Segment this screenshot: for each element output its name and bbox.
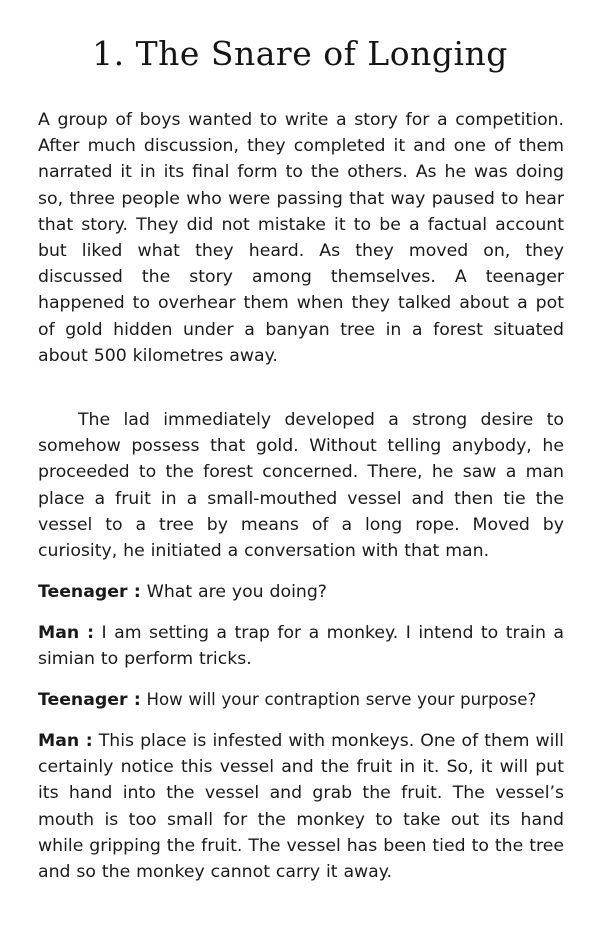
dialogue-line-1 <box>38 579 564 605</box>
speaker-label: Man : <box>38 731 93 751</box>
dialogue-line-3 <box>38 687 564 713</box>
dialogue-text: This place is infested with monkeys. One of them will certainly notice this vessel and the fruit in it. So, it will put its hand into the vessel and grab the fruit. The vessel’s mouth is too small for the monkey to take out its hand while gripping the fruit. The vessel has been tied to the tree and so the monkey cannot carry it away. <box>38 731 564 883</box>
dialogue-line-2 <box>38 620 564 672</box>
dialogue-text: What are you doing? <box>140 582 327 602</box>
dialogue-line-4 <box>38 728 564 885</box>
speaker-label: Man : <box>38 623 95 643</box>
paragraph-1: A group of boys wanted to write a story for a competition. After much discussion, they completed it and one of them narrated it in its final form to the others. As he was doing so, three people who were passing that way paused to hear that story. They did not mistake it to be a factual account but liked what they heard. As they moved on, they discussed the story among themselves. A teenager happened to overhear them when they talked about a pot of gold hidden under a banyan tree in a forest situated about 500 kilometres away. <box>38 110 564 366</box>
speaker-label: Teenager : <box>38 582 141 602</box>
paragraph-2: The lad immediately developed a strong desire to somehow possess that gold. Without telling anybody, he proceeded to the forest concerned. There, he saw a man place a fruit in a small-mouthed vessel and then tie the vessel to a tree by means of a long rope. Moved by curiosity, he initiated a conversation with that man. <box>38 410 564 562</box>
dialogue-text: How will your contraption serve your purpose? <box>140 690 537 709</box>
speaker-label: Teenager : <box>38 690 141 710</box>
chapter-title: 1. The Snare of Longing <box>92 34 508 73</box>
dialogue-text: I am setting a trap for a monkey. I intend to train a simian to perform tricks. <box>38 623 564 670</box>
